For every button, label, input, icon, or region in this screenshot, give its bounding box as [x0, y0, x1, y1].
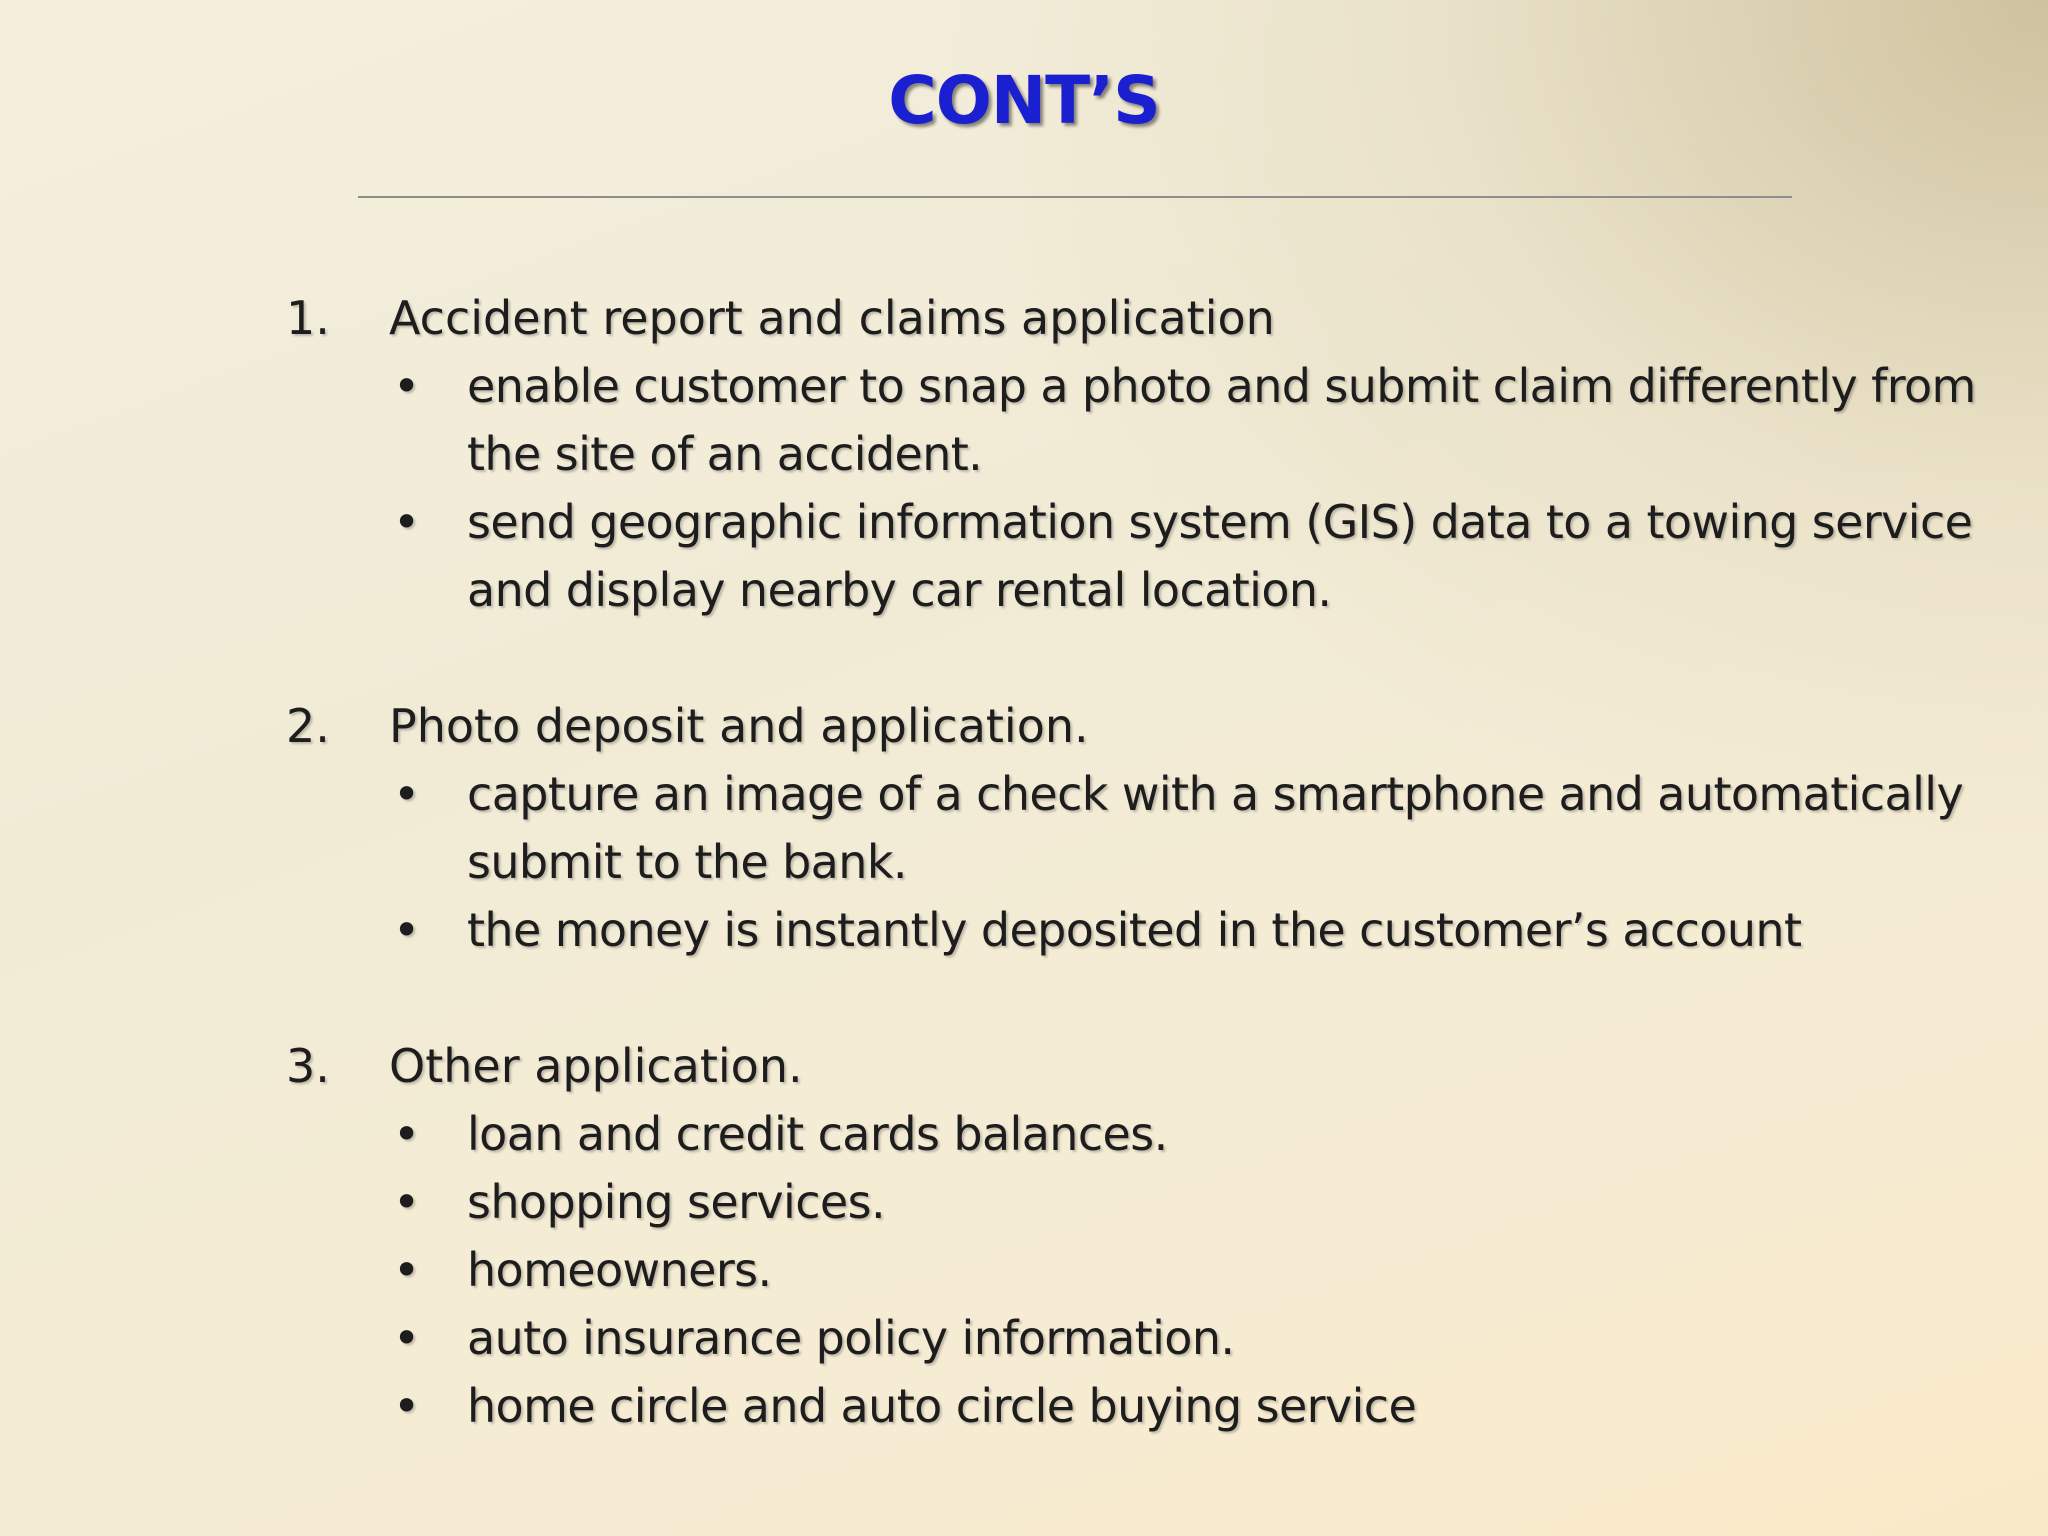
bullet-icon: • — [393, 1311, 421, 1365]
section-number: 2. — [286, 699, 330, 753]
section-number: 1. — [286, 291, 330, 345]
bullet-icon: • — [393, 495, 421, 549]
bullet-icon: • — [393, 359, 421, 413]
bullet-item — [286, 1372, 2026, 1440]
bullet-icon: • — [393, 1379, 421, 1433]
bullet-icon: • — [393, 903, 421, 957]
bullet-list — [286, 352, 2026, 624]
section-accident-report — [286, 284, 2026, 624]
section-other-application — [286, 1032, 2026, 1440]
bullet-list — [286, 760, 2026, 964]
bullet-text: the money is instantly deposited in the customer’s account — [467, 903, 1802, 957]
bullet-icon: • — [393, 1107, 421, 1161]
slide-title: CONT’S — [888, 62, 1160, 139]
bullet-text: auto insurance policy information. — [467, 1311, 1235, 1365]
section-heading-text: Photo deposit and application. — [389, 699, 1089, 753]
bullet-text: loan and credit cards balances. — [467, 1107, 1168, 1161]
section-heading-text: Other application. — [389, 1039, 803, 1093]
bullet-item — [286, 352, 2026, 488]
bullet-text: home circle and auto circle buying service — [467, 1379, 1417, 1433]
bullet-item — [286, 760, 2026, 896]
bullet-item — [286, 488, 2026, 624]
bullet-text: shopping services. — [467, 1175, 885, 1229]
bullet-text: homeowners. — [467, 1243, 772, 1297]
bullet-item — [286, 1100, 2026, 1168]
section-number: 3. — [286, 1039, 330, 1093]
title-divider — [358, 196, 1792, 198]
section-photo-deposit — [286, 692, 2026, 964]
bullet-item — [286, 1304, 2026, 1372]
section-heading — [286, 284, 2026, 352]
bullet-item — [286, 1168, 2026, 1236]
bullet-item — [286, 1236, 2026, 1304]
bullet-icon: • — [393, 1175, 421, 1229]
section-heading — [286, 692, 2026, 760]
bullet-item — [286, 896, 2026, 964]
section-heading-text: Accident report and claims application — [389, 291, 1275, 345]
bullet-text: capture an image of a check with a smartphone and automatically submit to the bank. — [467, 767, 1964, 889]
bullet-text: send geographic information system (GIS) data to a towing service and display nearby car rental location. — [467, 495, 1973, 617]
bullet-icon: • — [393, 767, 421, 821]
section-heading — [286, 1032, 2026, 1100]
bullet-list — [286, 1100, 2026, 1440]
bullet-icon: • — [393, 1243, 421, 1297]
bullet-text: enable customer to snap a photo and submit claim differently from the site of an accident. — [467, 359, 1976, 481]
slide-content — [286, 284, 2026, 1440]
